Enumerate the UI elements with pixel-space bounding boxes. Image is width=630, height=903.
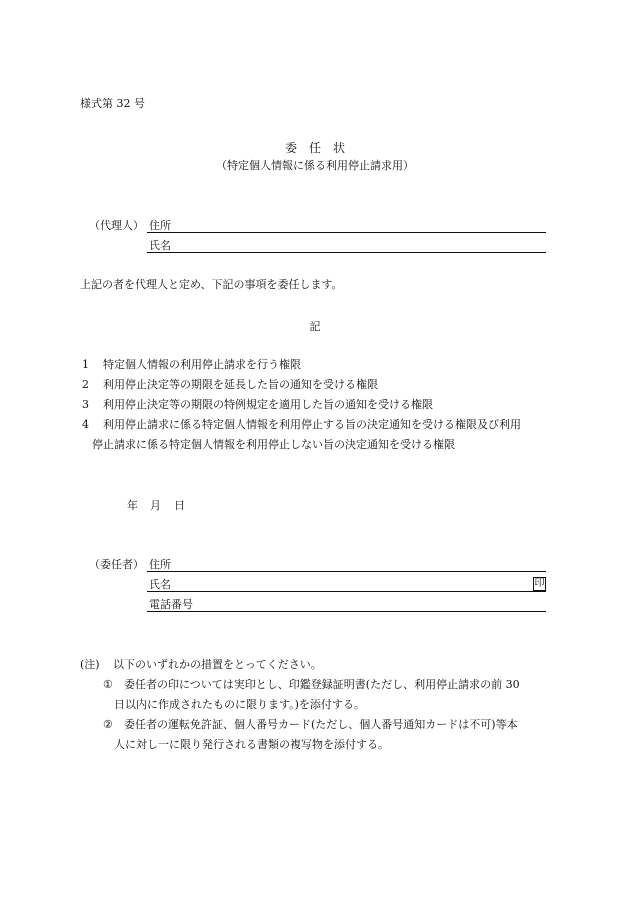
- agent-address-label: 住所: [149, 219, 171, 232]
- principal-address-field[interactable]: [147, 571, 546, 572]
- agent-role-label: （代理人）: [89, 219, 144, 232]
- principal-name-field[interactable]: [147, 591, 546, 592]
- note-mark: ②: [103, 718, 113, 731]
- date-month-label: 月: [150, 499, 161, 512]
- notes-intro: 以下のいずれかの措置をとってください。: [113, 658, 322, 671]
- list-item-number: 3: [82, 398, 89, 411]
- note-line: 委任者の印については実印とし、印鑑登録証明書(ただし、利用停止請求の前 30: [124, 678, 520, 691]
- document-title: 委 任 状: [284, 141, 345, 155]
- document-subtitle: （特定個人情報に係る利用停止請求用）: [216, 159, 414, 172]
- note-line: 委任者の運転免許証、個人番号カード(ただし、個人番号通知カードは不可)等本: [124, 718, 518, 731]
- ki-heading: 記: [309, 320, 321, 333]
- agent-name-field[interactable]: [147, 252, 546, 253]
- declaration-text: 上記の者を代理人と定め、下記の事項を委任します。: [80, 278, 343, 291]
- list-item-number: 1: [82, 358, 89, 371]
- note-line: 人に対し一に限り発行される書類の複写物を添付する。: [114, 738, 389, 751]
- list-item-number: 4: [82, 418, 89, 431]
- date-year-label: 年: [127, 499, 138, 512]
- agent-address-field[interactable]: [147, 232, 546, 233]
- notes-label: (注): [80, 658, 100, 671]
- list-item: 利用停止決定等の期限を延長した旨の通知を受ける権限: [103, 378, 378, 391]
- agent-name-label: 氏名: [149, 239, 171, 252]
- principal-phone-field[interactable]: [147, 611, 546, 612]
- list-item: 利用停止決定等の期限の特例規定を適用した旨の通知を受ける権限: [103, 398, 433, 411]
- date-day-label: 日: [174, 499, 185, 512]
- principal-phone-label: 電話番号: [149, 598, 193, 611]
- note-mark: ①: [103, 678, 113, 691]
- form-number: 様式第 32 号: [80, 97, 145, 110]
- note-line: 日以内に作成されたものに限ります。)を添付する。: [114, 698, 365, 711]
- list-item: 特定個人情報の利用停止請求を行う権限: [103, 358, 301, 371]
- principal-role-label: （委任者）: [89, 558, 144, 571]
- list-item-continuation: 停止請求に係る特定個人情報を利用停止しない旨の決定通知を受ける権限: [92, 438, 455, 451]
- principal-address-label: 住所: [149, 558, 171, 571]
- seal-mark: 印: [534, 578, 545, 589]
- principal-name-label: 氏名: [149, 578, 171, 591]
- list-item-number: 2: [82, 378, 89, 391]
- list-item: 利用停止請求に係る特定個人情報を利用停止する旨の決定通知を受ける権限及び利用: [103, 418, 521, 431]
